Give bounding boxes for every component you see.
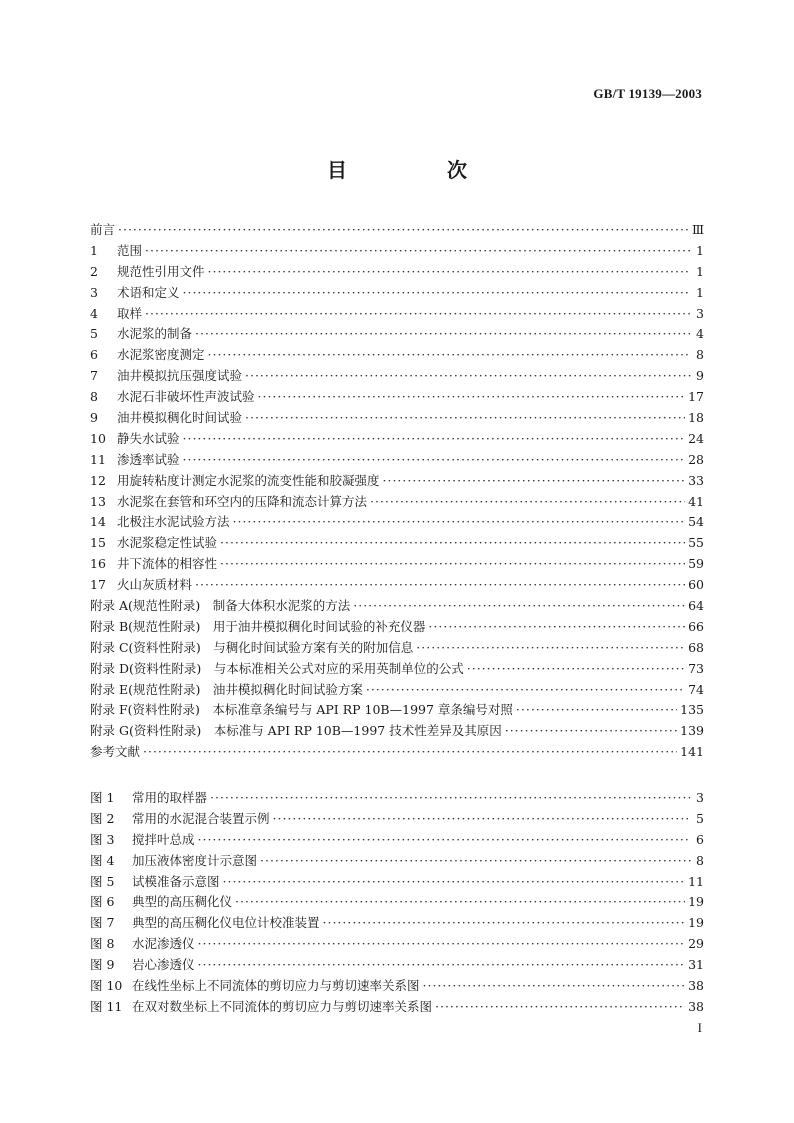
toc-entry[interactable] [90, 596, 704, 617]
entry-title: 附录 E(规范性附录) 油井模拟稠化时间试验方案 [90, 681, 363, 697]
entry-title: 用旋转粘度计测定水泥浆的流变性能和胶凝强度 [117, 472, 380, 488]
entry-title: 附录 F(资料性附录) 本标准章条编号与 API RP 10B—1997 章条编号对照 [90, 702, 513, 718]
toc-entry[interactable] [90, 742, 704, 763]
entry-number: 15 [90, 535, 106, 551]
dot-leader [143, 744, 677, 759]
figure-entry[interactable] [90, 913, 704, 934]
entry-page: 66 [688, 618, 704, 634]
entry-page: 17 [688, 389, 704, 405]
toc-entry[interactable] [90, 659, 704, 680]
dot-leader [208, 347, 691, 362]
entry-number: 图 10 [90, 978, 123, 994]
entry-number: 3 [90, 284, 98, 300]
entry-page: 6 [696, 831, 704, 847]
entry-page: 3 [696, 305, 704, 321]
entry-page: 38 [688, 978, 704, 994]
toc-entry[interactable] [90, 262, 704, 283]
dot-leader [233, 514, 686, 529]
entry-page: 28 [688, 451, 704, 467]
entry-page: 3 [696, 790, 704, 805]
dot-leader [198, 936, 686, 951]
toc-entry[interactable] [90, 324, 704, 345]
figure-entry[interactable] [90, 892, 704, 913]
entry-page: 8 [696, 347, 704, 363]
entry-page: 4 [696, 326, 704, 342]
table-of-contents [90, 220, 704, 763]
entry-title: 参考文献 [90, 744, 141, 760]
entry-number: 5 [90, 326, 98, 342]
entry-title: 静失水试验 [117, 430, 180, 446]
dot-leader [258, 389, 686, 404]
list-of-figures [90, 788, 704, 1018]
entry-number: 图 3 [90, 831, 115, 847]
entry-page: 73 [688, 660, 704, 676]
toc-entry[interactable] [90, 554, 704, 575]
entry-title: 水泥浆的制备 [117, 326, 193, 342]
entry-title: 附录 C(资料性附录) 与稠化时间试验方案有关的附加信息 [90, 639, 414, 655]
entry-title: 在线性坐标上不同流体的剪切应力与剪切速率关系图 [132, 978, 420, 994]
standard-code: GB/T 19139—2003 [593, 86, 702, 101]
entry-page: 11 [688, 873, 704, 889]
entry-title: 附录 A(规范性附录) 制备大体积水泥浆的方法 [90, 598, 351, 614]
toc-entry[interactable] [90, 617, 704, 638]
entry-page: 135 [680, 702, 704, 718]
dot-leader [220, 535, 685, 550]
figure-entry[interactable] [90, 976, 704, 997]
dot-leader [245, 368, 691, 383]
toc-entry[interactable] [90, 492, 704, 513]
entry-number: 图 4 [90, 852, 115, 868]
entry-page: 64 [688, 598, 704, 614]
entry-number: 7 [90, 368, 98, 384]
dot-leader [183, 431, 686, 446]
dot-leader [183, 452, 686, 467]
toc-entry[interactable] [90, 429, 704, 450]
entry-page: 24 [688, 430, 704, 446]
entry-number: 17 [90, 577, 106, 593]
entry-title: 岩心渗透仪 [132, 957, 195, 973]
dot-leader [145, 243, 691, 258]
dot-leader [210, 790, 691, 805]
dot-leader [505, 723, 677, 738]
toc-entry[interactable] [90, 680, 704, 701]
toc-entry[interactable] [90, 366, 704, 387]
entry-title: 典型的高压稠化仪 [132, 894, 233, 910]
dot-leader [208, 264, 691, 279]
entry-number: 图 9 [90, 957, 115, 973]
entry-title: 常用的取样器 [132, 790, 208, 805]
entry-page: 19 [688, 894, 704, 910]
entry-page: 74 [688, 681, 704, 697]
dot-leader [416, 640, 685, 655]
entry-title: 附录 B(规范性附录) 用于油井模拟稠化时间试验的补充仪器 [90, 618, 426, 634]
entry-page: Ⅲ [691, 222, 704, 237]
dot-leader [198, 832, 691, 847]
entry-title: 水泥石非破坏性声波试验 [117, 389, 255, 405]
dot-leader [145, 306, 691, 321]
dot-leader [423, 978, 686, 993]
figure-entry[interactable] [90, 997, 704, 1018]
entry-page: 8 [696, 852, 704, 868]
dot-leader [383, 473, 686, 488]
entry-page: 33 [688, 472, 704, 488]
entry-number: 16 [90, 556, 106, 572]
entry-page: 59 [688, 556, 704, 572]
entry-title: 油井模拟稠化时间试验 [117, 410, 243, 426]
toc-entry[interactable] [90, 220, 704, 241]
entry-number: 图 11 [90, 998, 123, 1014]
dot-leader [118, 222, 689, 237]
entry-title: 渗透率试验 [117, 451, 180, 467]
entry-page: 9 [696, 368, 704, 384]
entry-title: 水泥浆稳定性试验 [117, 535, 218, 551]
toc-entry[interactable] [90, 283, 704, 304]
figure-entry[interactable] [90, 788, 704, 809]
dot-leader [260, 853, 691, 868]
entry-number: 12 [90, 472, 106, 488]
entry-number: 图 8 [90, 936, 115, 952]
entry-title: 井下流体的相容性 [117, 556, 218, 572]
entry-title: 火山灰质材料 [117, 577, 193, 593]
toc-entry[interactable] [90, 241, 704, 262]
toc-entry[interactable] [90, 533, 704, 554]
entry-page: 41 [688, 493, 704, 509]
dot-leader [195, 326, 691, 341]
entry-title: 附录 G(资料性附录) 本标准与 API RP 10B—1997 技术性差异及其原因 [90, 723, 502, 739]
dot-leader [195, 577, 685, 592]
entry-number: 9 [90, 410, 98, 426]
entry-page: 31 [688, 957, 704, 973]
entry-number: 13 [90, 493, 106, 509]
entry-page: 18 [688, 410, 704, 426]
figure-entry[interactable] [90, 851, 704, 872]
entry-number: 8 [90, 389, 98, 405]
toc-entry[interactable] [90, 512, 704, 533]
entry-title: 油井模拟抗压强度试验 [117, 368, 243, 384]
entry-title: 术语和定义 [117, 284, 180, 300]
entry-page: 60 [688, 577, 704, 593]
entry-number: 图 7 [90, 915, 115, 931]
toc-entry[interactable] [90, 575, 704, 596]
toc-entry[interactable] [90, 638, 704, 659]
entry-page: 1 [696, 242, 704, 258]
entry-page: 54 [688, 514, 704, 530]
figure-entry[interactable] [90, 955, 704, 976]
entry-number: 14 [90, 514, 106, 530]
entry-number: 1 [90, 242, 98, 258]
entry-title: 范围 [117, 242, 143, 258]
dot-leader [428, 619, 685, 634]
dot-leader [323, 915, 686, 930]
dot-leader [235, 894, 685, 909]
toc-entry[interactable] [90, 721, 704, 742]
entry-number: 2 [90, 263, 98, 279]
figure-entry[interactable] [90, 830, 704, 851]
entry-title: 水泥浆密度测定 [117, 347, 205, 363]
figure-entry[interactable] [90, 934, 704, 955]
entry-number: 图 6 [90, 894, 115, 910]
toc-entry[interactable] [90, 700, 704, 721]
toc-entry[interactable] [90, 304, 704, 325]
dot-leader [467, 661, 685, 676]
entry-title: 附录 D(资料性附录) 与本标准相关公式对应的采用英制单位的公式 [90, 660, 464, 676]
entry-number: 图 5 [90, 873, 115, 889]
entry-number: 6 [90, 347, 98, 363]
entry-title: 取样 [117, 305, 143, 321]
entry-page: 55 [688, 535, 704, 551]
dot-leader [370, 494, 685, 509]
figure-entry[interactable] [90, 809, 704, 830]
figure-entry[interactable] [90, 872, 704, 893]
toc-entry[interactable] [90, 345, 704, 366]
entry-page: 38 [688, 998, 704, 1014]
entry-page: 68 [688, 639, 704, 655]
entry-page: 19 [688, 915, 704, 931]
entry-title: 水泥渗透仪 [132, 936, 195, 952]
dot-leader [435, 999, 685, 1014]
dot-leader [220, 556, 685, 571]
entry-page: 29 [688, 936, 704, 952]
entry-title: 规范性引用文件 [117, 263, 205, 279]
entry-title: 搅拌叶总成 [132, 831, 195, 847]
toc-entry[interactable] [90, 471, 704, 492]
entry-page: 141 [680, 744, 704, 760]
dot-leader [353, 598, 685, 613]
entry-title: 试模准备示意图 [132, 873, 220, 889]
entry-number: 4 [90, 305, 98, 321]
page-title: 目 次 [327, 158, 507, 182]
entry-number: 图 1 [90, 790, 115, 805]
entry-page: 1 [696, 284, 704, 300]
entry-number: 图 2 [90, 810, 115, 826]
dot-leader [183, 285, 691, 300]
entry-title: 常用的水泥混合装置示例 [132, 810, 270, 826]
entry-number: 11 [90, 451, 106, 467]
entry-page: 139 [680, 723, 704, 739]
dot-leader [245, 410, 685, 425]
entry-title: 加压液体密度计示意图 [132, 852, 258, 868]
entry-title: 北极注水泥试验方法 [117, 514, 230, 530]
dot-leader [198, 957, 686, 972]
entry-title: 水泥浆在套管和环空内的压降和流态计算方法 [117, 493, 368, 509]
dot-leader [366, 682, 685, 697]
entry-number: 10 [90, 430, 106, 446]
entry-title: 典型的高压稠化仪电位计校准装置 [132, 915, 320, 931]
toc-entry[interactable] [90, 387, 704, 408]
entry-title: 在双对数坐标上不同流体的剪切应力与剪切速率关系图 [132, 998, 433, 1014]
entry-page: 5 [696, 810, 704, 826]
entry-title: 前言 [90, 222, 116, 237]
dot-leader [273, 811, 691, 826]
dot-leader [223, 874, 686, 889]
toc-entry[interactable] [90, 408, 704, 429]
toc-entry[interactable] [90, 450, 704, 471]
page-number: I [697, 1020, 702, 1035]
entry-page: 1 [696, 263, 704, 279]
dot-leader [516, 702, 677, 717]
